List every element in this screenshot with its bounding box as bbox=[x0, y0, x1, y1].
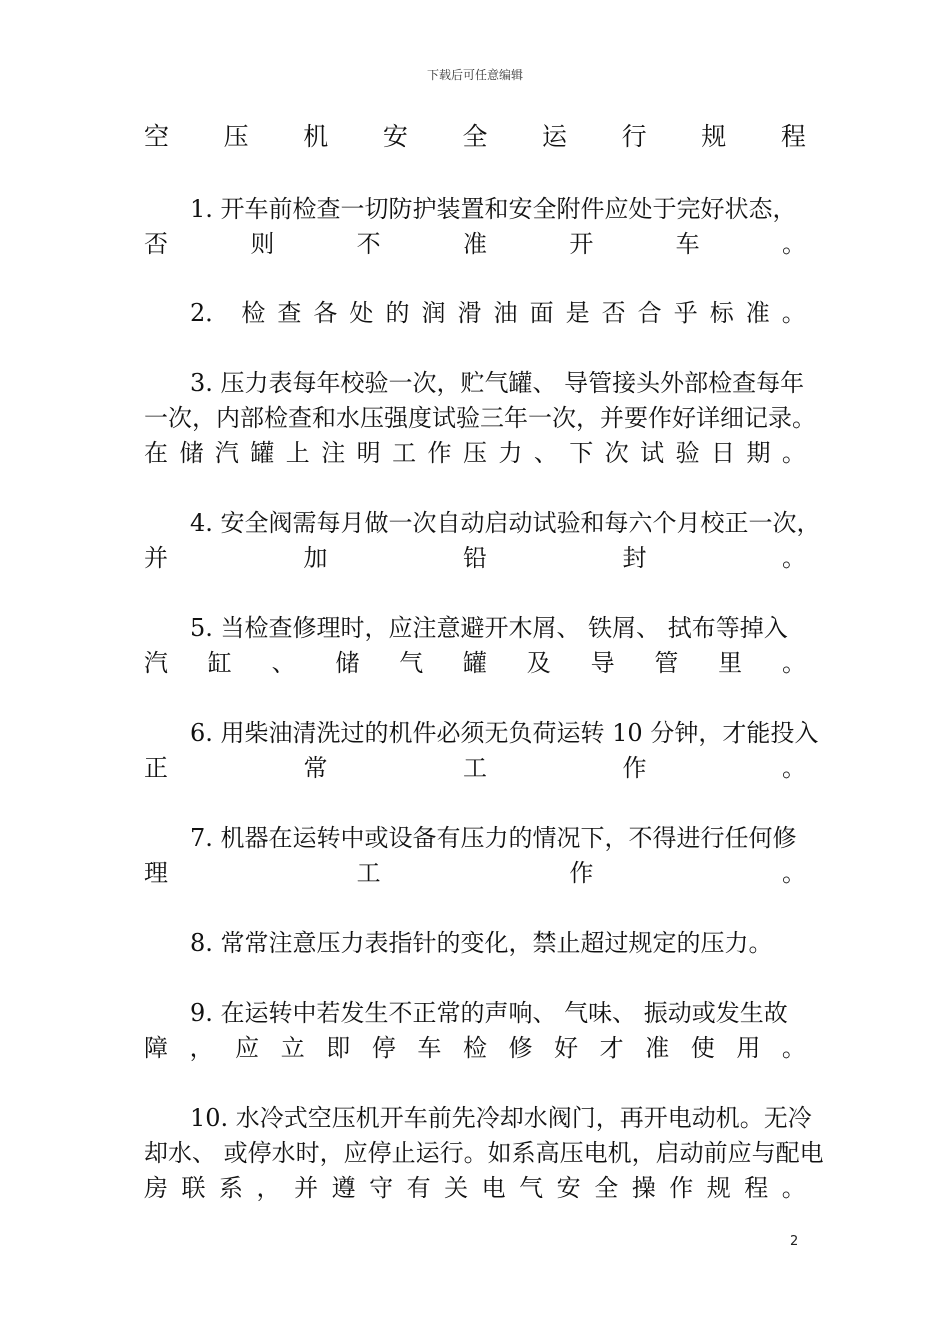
justified-char: 。 bbox=[781, 439, 806, 467]
justified-char: 。 bbox=[782, 544, 806, 572]
justified-char: 加 bbox=[303, 544, 328, 572]
justified-char: 封 bbox=[622, 544, 647, 572]
paragraph-line: 一次，内部检查和水压强度试验三年一次，并要作好详细记录。 bbox=[144, 404, 816, 432]
justified-char: 、 bbox=[271, 649, 296, 677]
title-char: 规 bbox=[701, 122, 727, 151]
justified-char: 准 bbox=[462, 230, 487, 258]
justified-char: 及 bbox=[526, 649, 551, 677]
justified-char: 作 bbox=[427, 439, 452, 467]
justified-char: 期 bbox=[746, 439, 771, 467]
justified-char: 面 bbox=[529, 299, 554, 327]
justified-char: 气 bbox=[399, 649, 424, 677]
justified-char: 。 bbox=[782, 754, 806, 782]
justified-char: 。 bbox=[781, 859, 806, 887]
justified-char: 储 bbox=[335, 649, 360, 677]
justified-char: 2． bbox=[190, 299, 230, 327]
justified-char: 在 bbox=[144, 439, 168, 467]
justified-char: 日 bbox=[711, 439, 735, 467]
document-title bbox=[144, 120, 806, 154]
title-char: 空 bbox=[144, 122, 170, 151]
justified-char: 储 bbox=[179, 439, 204, 467]
paragraph-line: 3. 压力表每年校验一次，贮气罐、 导管接头外部检查每年 bbox=[190, 369, 805, 397]
justified-char: 是 bbox=[565, 299, 590, 327]
paragraph-line: 9. 在运转中若发生不正常的声响、 气味、 振动或发生故 bbox=[190, 999, 788, 1027]
justified-char: 罐 bbox=[462, 649, 487, 677]
justified-char: 工 bbox=[392, 439, 417, 467]
justified-char: 车 bbox=[417, 1034, 442, 1062]
justified-char: 理 bbox=[144, 859, 168, 887]
justified-char: 立 bbox=[280, 1034, 305, 1062]
justified-char: 车 bbox=[675, 230, 700, 258]
header-note: 下载后可任意编辑 bbox=[426, 68, 523, 82]
justified-char: 关 bbox=[444, 1174, 469, 1202]
justified-char: 查 bbox=[277, 299, 302, 327]
justified-char: 汽 bbox=[144, 649, 168, 677]
paragraph-line bbox=[144, 751, 806, 785]
justified-char: 修 bbox=[508, 1034, 533, 1062]
justified-char: 工 bbox=[356, 859, 381, 887]
justified-char: 系 bbox=[219, 1174, 244, 1202]
justified-char: 作 bbox=[669, 1174, 694, 1202]
justified-char: 有 bbox=[406, 1174, 431, 1202]
justified-char: 遵 bbox=[331, 1174, 356, 1202]
page-number: 2 bbox=[790, 1234, 799, 1249]
paragraph-line: 8. 常常注意压力表指针的变化，禁止超过规定的压力。 bbox=[190, 929, 773, 957]
justified-char: 。 bbox=[781, 1034, 806, 1062]
justified-char: 准 bbox=[745, 299, 770, 327]
title-char: 全 bbox=[462, 122, 488, 151]
justified-char: 联 bbox=[181, 1174, 206, 1202]
title-char: 安 bbox=[382, 122, 408, 151]
justified-char: 障 bbox=[144, 1034, 168, 1062]
justified-char: 规 bbox=[706, 1174, 731, 1202]
paragraph-line bbox=[144, 296, 806, 330]
justified-char: 操 bbox=[631, 1174, 656, 1202]
paragraph-line bbox=[144, 856, 806, 890]
justified-char: 。 bbox=[781, 299, 806, 327]
justified-char: 导 bbox=[590, 649, 615, 677]
title-char: 压 bbox=[223, 122, 249, 151]
paragraph-line: 6. 用柴油清洗过的机件必须无负荷运转 10 分钟，才能投入 bbox=[190, 719, 819, 747]
justified-char: 。 bbox=[781, 649, 806, 677]
justified-char: 。 bbox=[781, 230, 806, 258]
justified-char: 、 bbox=[533, 439, 558, 467]
paragraph-line bbox=[144, 541, 806, 575]
paragraph-line: 4. 安全阀需每月做一次自动启动试验和每六个月校正一次， bbox=[190, 509, 821, 537]
justified-char: 气 bbox=[519, 1174, 544, 1202]
justified-char: 不 bbox=[356, 230, 381, 258]
justified-char: 压 bbox=[462, 439, 487, 467]
paragraph-line: 5. 当检查修理时，应注意避开木屑、 铁屑、 拭布等掉入 bbox=[190, 614, 788, 642]
justified-char: 安 bbox=[556, 1174, 581, 1202]
paragraph-line bbox=[144, 1171, 806, 1205]
paragraph-line: 却水、 或停水时，应停止运行。如系高压电机，启动前应与配电 bbox=[144, 1139, 824, 1167]
justified-char: 检 bbox=[241, 299, 266, 327]
justified-char: 乎 bbox=[673, 299, 698, 327]
justified-char: 正 bbox=[144, 754, 168, 782]
justified-char: 明 bbox=[356, 439, 381, 467]
paragraph-line: 7. 机器在运转中或设备有压力的情况下，不得进行任何修 bbox=[190, 824, 797, 852]
justified-char: 标 bbox=[709, 299, 734, 327]
paragraph-line bbox=[144, 1031, 806, 1065]
justified-char: 处 bbox=[349, 299, 374, 327]
justified-char: 否 bbox=[144, 230, 168, 258]
justified-char: 的 bbox=[385, 299, 410, 327]
justified-char: 上 bbox=[285, 439, 310, 467]
justified-char: 滑 bbox=[457, 299, 482, 327]
justified-char: 否 bbox=[601, 299, 626, 327]
justified-char: 使 bbox=[690, 1034, 715, 1062]
justified-char: 罐 bbox=[250, 439, 275, 467]
justified-char: 开 bbox=[569, 230, 594, 258]
justified-char: 里 bbox=[718, 649, 743, 677]
justified-char: ， bbox=[189, 1034, 214, 1062]
justified-char: 工 bbox=[463, 754, 487, 782]
justified-char: 下 bbox=[569, 439, 594, 467]
justified-char: 管 bbox=[654, 649, 679, 677]
justified-char: 则 bbox=[250, 230, 275, 258]
justified-char: 用 bbox=[736, 1034, 761, 1062]
title-char: 机 bbox=[303, 122, 329, 151]
justified-char: 即 bbox=[326, 1034, 351, 1062]
paragraph-line: 1. 开车前检查一切防护装置和安全附件应处于完好状态， bbox=[190, 195, 797, 223]
justified-char: 并 bbox=[144, 544, 168, 572]
justified-char: 次 bbox=[604, 439, 629, 467]
justified-char: 缸 bbox=[207, 649, 232, 677]
justified-char: 注 bbox=[321, 439, 346, 467]
justified-char: 并 bbox=[294, 1174, 319, 1202]
justified-char: 电 bbox=[481, 1174, 506, 1202]
justified-char: 油 bbox=[493, 299, 518, 327]
justified-char: 铅 bbox=[463, 544, 487, 572]
paragraph-line: 10. 水冷式空压机开车前先冷却水阀门，再开电动机。无冷 bbox=[190, 1104, 812, 1132]
justified-char: 合 bbox=[637, 299, 662, 327]
justified-char: 守 bbox=[369, 1174, 394, 1202]
justified-char: 准 bbox=[645, 1034, 670, 1062]
justified-char: 作 bbox=[569, 859, 594, 887]
title-char: 运 bbox=[542, 122, 568, 151]
justified-char: 常 bbox=[303, 754, 328, 782]
justified-char: 房 bbox=[144, 1174, 168, 1202]
justified-char: 停 bbox=[371, 1034, 396, 1062]
justified-char: 应 bbox=[235, 1034, 260, 1062]
justified-char: 才 bbox=[599, 1034, 624, 1062]
justified-char: 程 bbox=[744, 1174, 769, 1202]
justified-char: 各 bbox=[313, 299, 338, 327]
justified-char: 试 bbox=[640, 439, 665, 467]
paragraph-line bbox=[144, 646, 806, 680]
justified-char: 。 bbox=[781, 1174, 806, 1202]
justified-char: 全 bbox=[594, 1174, 619, 1202]
title-char: 程 bbox=[780, 122, 806, 151]
justified-char: 作 bbox=[622, 754, 647, 782]
paragraph-line bbox=[144, 436, 806, 470]
justified-char: 检 bbox=[462, 1034, 487, 1062]
justified-char: 润 bbox=[421, 299, 446, 327]
justified-char: 力 bbox=[498, 439, 523, 467]
justified-char: 汽 bbox=[214, 439, 239, 467]
title-char: 行 bbox=[621, 122, 647, 151]
justified-char: ， bbox=[256, 1174, 281, 1202]
justified-char: 好 bbox=[554, 1034, 579, 1062]
paragraph-line bbox=[144, 227, 806, 261]
justified-char: 验 bbox=[675, 439, 700, 467]
